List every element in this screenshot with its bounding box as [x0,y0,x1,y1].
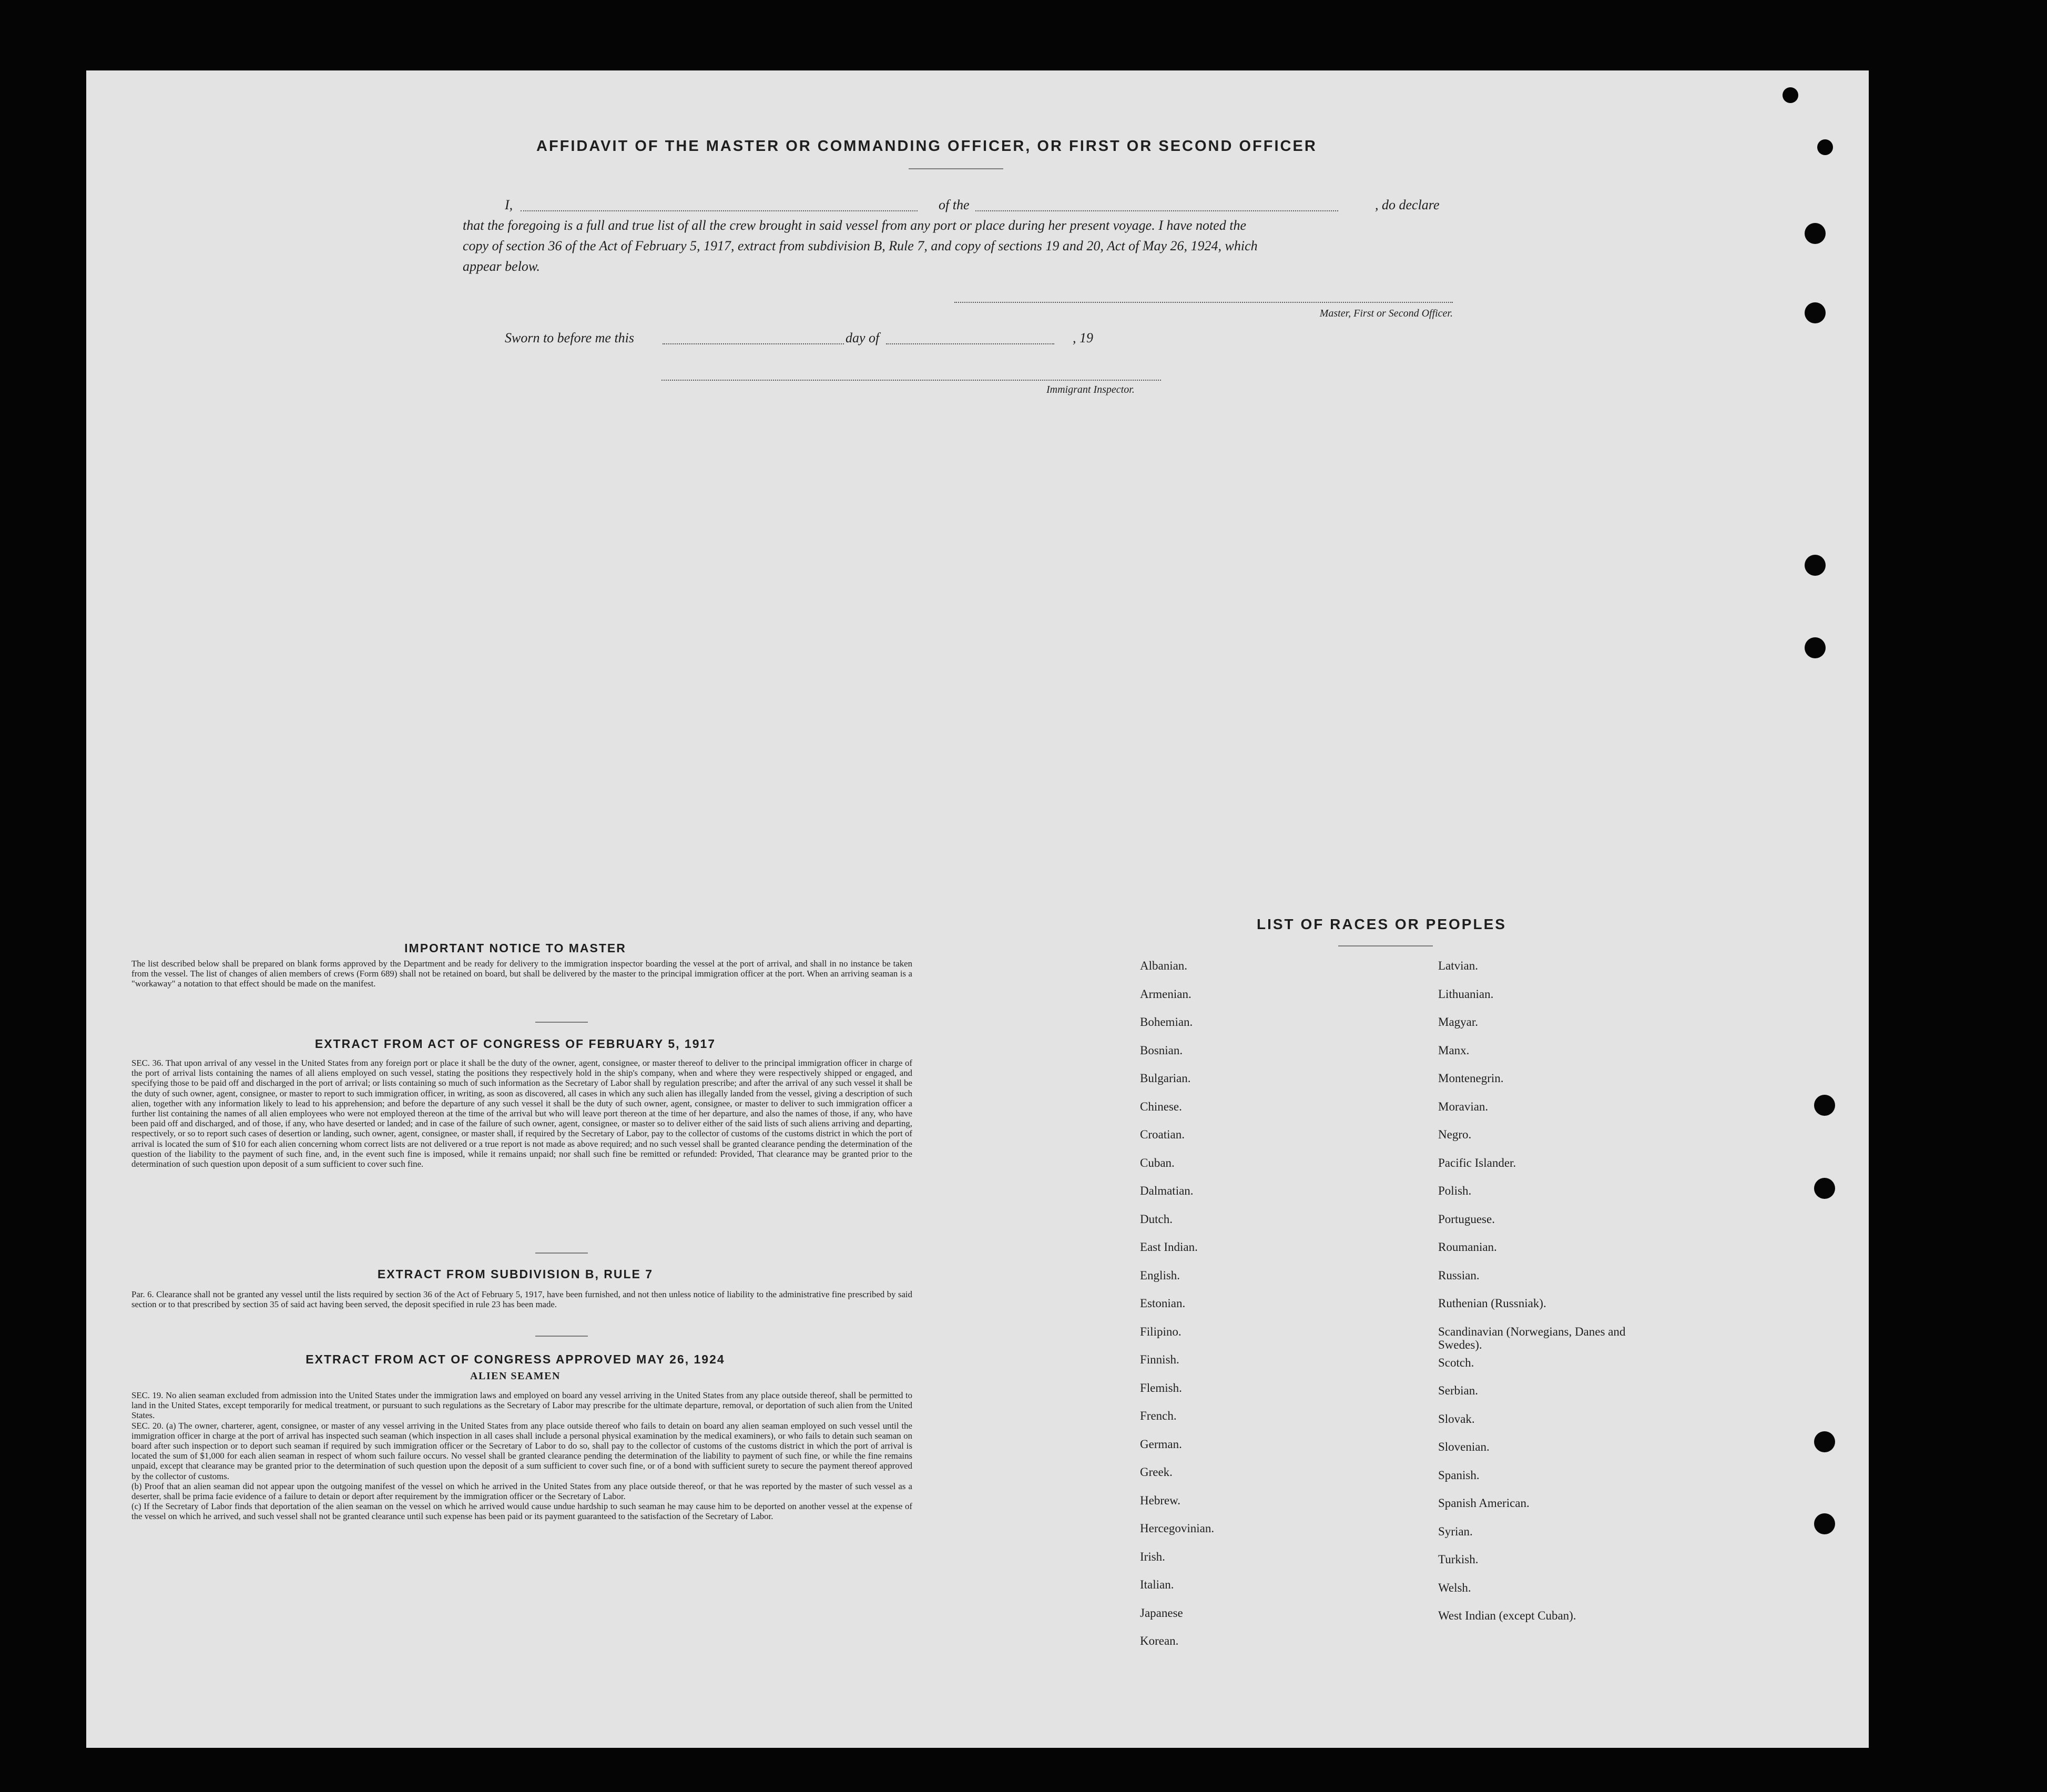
race-item: Scotch. [1438,1356,1474,1369]
race-item: Finnish. [1140,1353,1179,1366]
binder-hole [1814,1513,1835,1534]
race-item: English. [1140,1268,1180,1282]
race-item: Syrian. [1438,1524,1473,1538]
affidavit-title: AFFIDAVIT OF THE MASTER OR COMMANDING OFFICER, OR FIRST OR SECOND OFFICER [536,138,1317,155]
binder-hole [1817,139,1833,155]
notice-text: The list described below shall be prepared on blank forms approved by the Department and be ready for delivery to the immigration inspector boarding the vessel at the port of arrival, and shall in no instance be taken from the vessel. The list of changes of alien members of crews (Form 689) shall not be retained on board, but shall be delivered by the master to the principal immigration officer at the port. When an arriving seaman is a "workaway" a notation to that effect should be made on the manifest. [131,959,912,989]
race-item: Flemish. [1140,1381,1182,1394]
sec-20b-text: (b) Proof that an alien seaman did not appear upon the outgoing manifest of the vessel on which he arrived in the United States from any place outside thereof, or that he was reported by the master of such vessel as a deserter, shall be prima facie evidence of a failure to detain or deport after requirement by the immigration officer or the Secretary of Labor. [131,1481,912,1502]
race-item: Moravian. [1438,1099,1489,1113]
race-item: Pacific Islander. [1438,1156,1516,1169]
affidavit-of-the-label: of the [939,197,970,212]
sec-20c-text: (c) If the Secretary of Labor finds that deportation of the alien seaman on the vessel on which he arrived would cause undue hardship to such seaman he may cause him to be deported on another vessel at the expense of the vessel on which he arrived, and such vessel shall not be granted clearance until such expense has been paid or its payment guaranteed to the satisfaction of the Secretary of Labor. [131,1501,912,1522]
race-item: Scandinavian (Norwegians, Danes and Swedes). [1438,1325,1626,1351]
sworn-line [505,328,1136,348]
race-item: Bohemian. [1140,1015,1193,1029]
inspector-signature-label: Immigrant Inspector. [1046,384,1135,395]
inspector-signature-line[interactable] [661,380,1161,381]
sworn-month-blank[interactable] [886,343,1054,344]
master-signature-line[interactable] [954,302,1453,303]
race-item: French. [1140,1409,1177,1422]
race-item: Bulgarian. [1140,1072,1191,1085]
race-item: Albanian. [1140,959,1188,972]
races-title: LIST OF RACES OR PEOPLES [1257,916,1506,932]
sec-19-text: SEC. 19. No alien seaman excluded from admission into the United States under the immigration laws and employed on board any vessel arriving in the United States from any place outside thereof, shall be permitted to land in the United States, except temporarily for medical treatment, or pursuant to such regulations as the Secretary of Labor may prescribe for the ultimate departure, removal, or deportation of such alien from the United States. [131,1390,912,1421]
races-right-column [1438,959,1627,1637]
binder-hole [1814,1431,1835,1452]
extract-1917-title: EXTRACT FROM ACT OF CONGRESS OF FEBRUARY 5, 1917 [314,1037,716,1051]
race-item: German. [1140,1437,1182,1451]
race-item: Croatian. [1140,1128,1185,1141]
race-item: Portuguese. [1438,1212,1495,1226]
race-item: Chinese. [1140,1099,1182,1113]
day-of-label: day of [846,330,880,345]
master-signature-label: Master, First or Second Officer. [1319,308,1453,319]
race-item: Italian. [1140,1578,1174,1591]
race-item: Montenegrin. [1438,1072,1504,1085]
race-item: Irish. [1140,1550,1165,1563]
races-left-column [1140,959,1214,1663]
race-item: Spanish American. [1438,1496,1530,1510]
binder-hole [1805,555,1826,576]
race-item: Manx. [1438,1043,1470,1057]
sworn-day-blank[interactable] [663,343,844,344]
race-item: Polish. [1438,1184,1472,1197]
race-item: Welsh. [1438,1581,1471,1594]
binder-hole [1814,1095,1835,1116]
binder-hole [1805,302,1826,323]
extract-rule7-text: Par. 6. Clearance shall not be granted any vessel until the lists required by section 36 of the Act of February 5, 1917, have been furnished, and not then unless notice of liability to the administrative fine prescribed by said section or to that prescribed by section 35 of said act having been served, the deposit specified in rule 23 has been made. [131,1289,912,1310]
race-item: Slovak. [1438,1412,1475,1426]
binder-hole [1805,637,1826,658]
divider [1338,945,1433,946]
race-item: West Indian (except Cuban). [1438,1609,1576,1622]
extract-1924-text [131,1390,912,1522]
race-item: Estonian. [1140,1297,1186,1310]
notice-title: IMPORTANT NOTICE TO MASTER [404,941,626,955]
race-item: Bosnian. [1140,1043,1183,1057]
binder-hole [1805,223,1826,244]
affidavit-declare-label: , do declare [1375,197,1440,212]
race-item: Negro. [1438,1128,1472,1141]
race-item: Greek. [1140,1465,1173,1479]
alien-seamen-subtitle: ALIEN SEAMEN [470,1370,561,1382]
divider [909,168,1003,169]
race-item: Japanese [1140,1606,1183,1620]
affidavit-line-2: that the foregoing is a full and true list of all the crew brought in said vessel from any port or place during her present voyage. I have noted the [463,218,1246,233]
sec-20a-text: SEC. 20. (a) The owner, charterer, agent, consignee, or master of any vessel arriving in the United States from any place outside thereof who fails to detain on board any alien seaman employed on such vessel until the immigration officer in charge at the port of arrival has inspected such seaman (which inspection in all cases shall include a personal physical examination by the medical examiners), or who fails to detain such seaman on board after such inspection or to deport such seaman if required by such immigration officer or the Secretary of Labor to do so, shall pay to the collector of customs of the customs district in which the port of arrival is located the sum of $1,000 for each alien seaman in respect of whom such failure occurs. No vessel shall be granted clearance pending the determination of the liability to payment of such fine, or while the fine remains unpaid, except that clearance may be granted prior to the determination of such question upon the deposit of a sum sufficient to cover such fine, or of a bond with sufficient surety to secure the payment thereof approved by the collector of customs. [131,1420,912,1481]
binder-hole [1783,87,1798,103]
race-item: Ruthenian (Russniak). [1438,1297,1546,1310]
divider [535,1336,588,1337]
race-item: Armenian. [1140,987,1191,1001]
race-item: Russian. [1438,1268,1480,1282]
race-item: Latvian. [1438,959,1478,972]
affidavit-line-4: appear below. [463,259,540,274]
race-item: Dutch. [1140,1212,1173,1226]
divider [535,1253,588,1254]
affidavit-i-label: I, [505,197,513,212]
race-item: Hercegovinian. [1140,1522,1215,1535]
race-item: Turkish. [1438,1553,1479,1566]
sworn-label: Sworn to before me this [505,330,635,345]
race-item: Spanish. [1438,1468,1480,1482]
race-item: Roumanian. [1438,1240,1497,1254]
extract-1917-text: SEC. 36. That upon arrival of any vessel in the United States from any foreign port or place it shall be the duty of the owner, agent, consignee, or master thereof to deliver to the principal immigration officer in charge of the port of arrival lists containing the names of all aliens employed on such vessel, stating the positions they respectively hold in the ship's company, when and where they were respectively shipped or engaged, and specifying those to be paid off and discharged in the port of arrival; or lists containing so much of such information as the Secretary of Labor shall by regulation prescribe; and after the arrival of any such vessel it shall be the duty of such owner, agent, consignee, or master to report to such immigration officer, in writing, as soon as discovered, all cases in which any such alien has illegally landed from the vessel, giving a description of such alien, together with any information likely to lead to his apprehension; and before the departure of any such vessel it shall be the duty of such owner, agent, consignee, or master to deliver to such immigration officer a further list containing the names of all alien employees who were not employed thereon at the time of the arrival but who will leave port thereon at the time of her departure, and also the names of those, if any, who have been paid off and discharged, and of those, if any, who have deserted or landed; and in case of the failure of such owner, agent, consignee, or master so to deliver either of the said lists of such aliens arriving and departing, respectively, or so to report such cases of desertion or landing, such owner, agent, consignee, or master shall, if required by the Secretary of Labor, pay to the collector of customs of the customs district in which the port of arrival is located the sum of $10 for each alien concerning whom correct lists are not delivered or a true report is not made as above required; and no such vessel shall be granted clearance pending the determination of the question of the liability to the payment of such fine, and, in the event such fine is imposed, while it remains unpaid; nor shall such fine be remitted or refunded: Provided, That clearance may be granted prior to the determination of such question upon deposit of a sum sufficient to cover such fine. [131,1058,912,1169]
binder-hole [1814,1178,1835,1199]
affidavit-line-1 [505,195,1454,215]
race-item: Cuban. [1140,1156,1175,1169]
race-item: East Indian. [1140,1240,1198,1254]
race-item: Lithuanian. [1438,987,1494,1001]
race-item: Filipino. [1140,1325,1182,1338]
extract-1924-title: EXTRACT FROM ACT OF CONGRESS APPROVED MAY 26, 1924 [305,1352,725,1366]
affidavit-line-3: copy of section 36 of the Act of February 5, 1917, extract from subdivision B, Rule 7, and copy of sections 19 and 20, Act of May 26, 1924, which [463,238,1258,253]
extract-rule7-title: EXTRACT FROM SUBDIVISION B, RULE 7 [377,1267,654,1281]
race-item: Magyar. [1438,1015,1479,1029]
race-item: Hebrew. [1140,1493,1181,1507]
race-item: Serbian. [1438,1384,1479,1397]
race-item: Slovenian. [1438,1440,1490,1453]
name-blank[interactable] [521,210,918,211]
divider [535,1022,588,1023]
race-item: Dalmatian. [1140,1184,1194,1197]
vessel-blank[interactable] [975,210,1338,211]
race-item: Korean. [1140,1634,1179,1647]
year-label: , 19 [1073,330,1093,345]
